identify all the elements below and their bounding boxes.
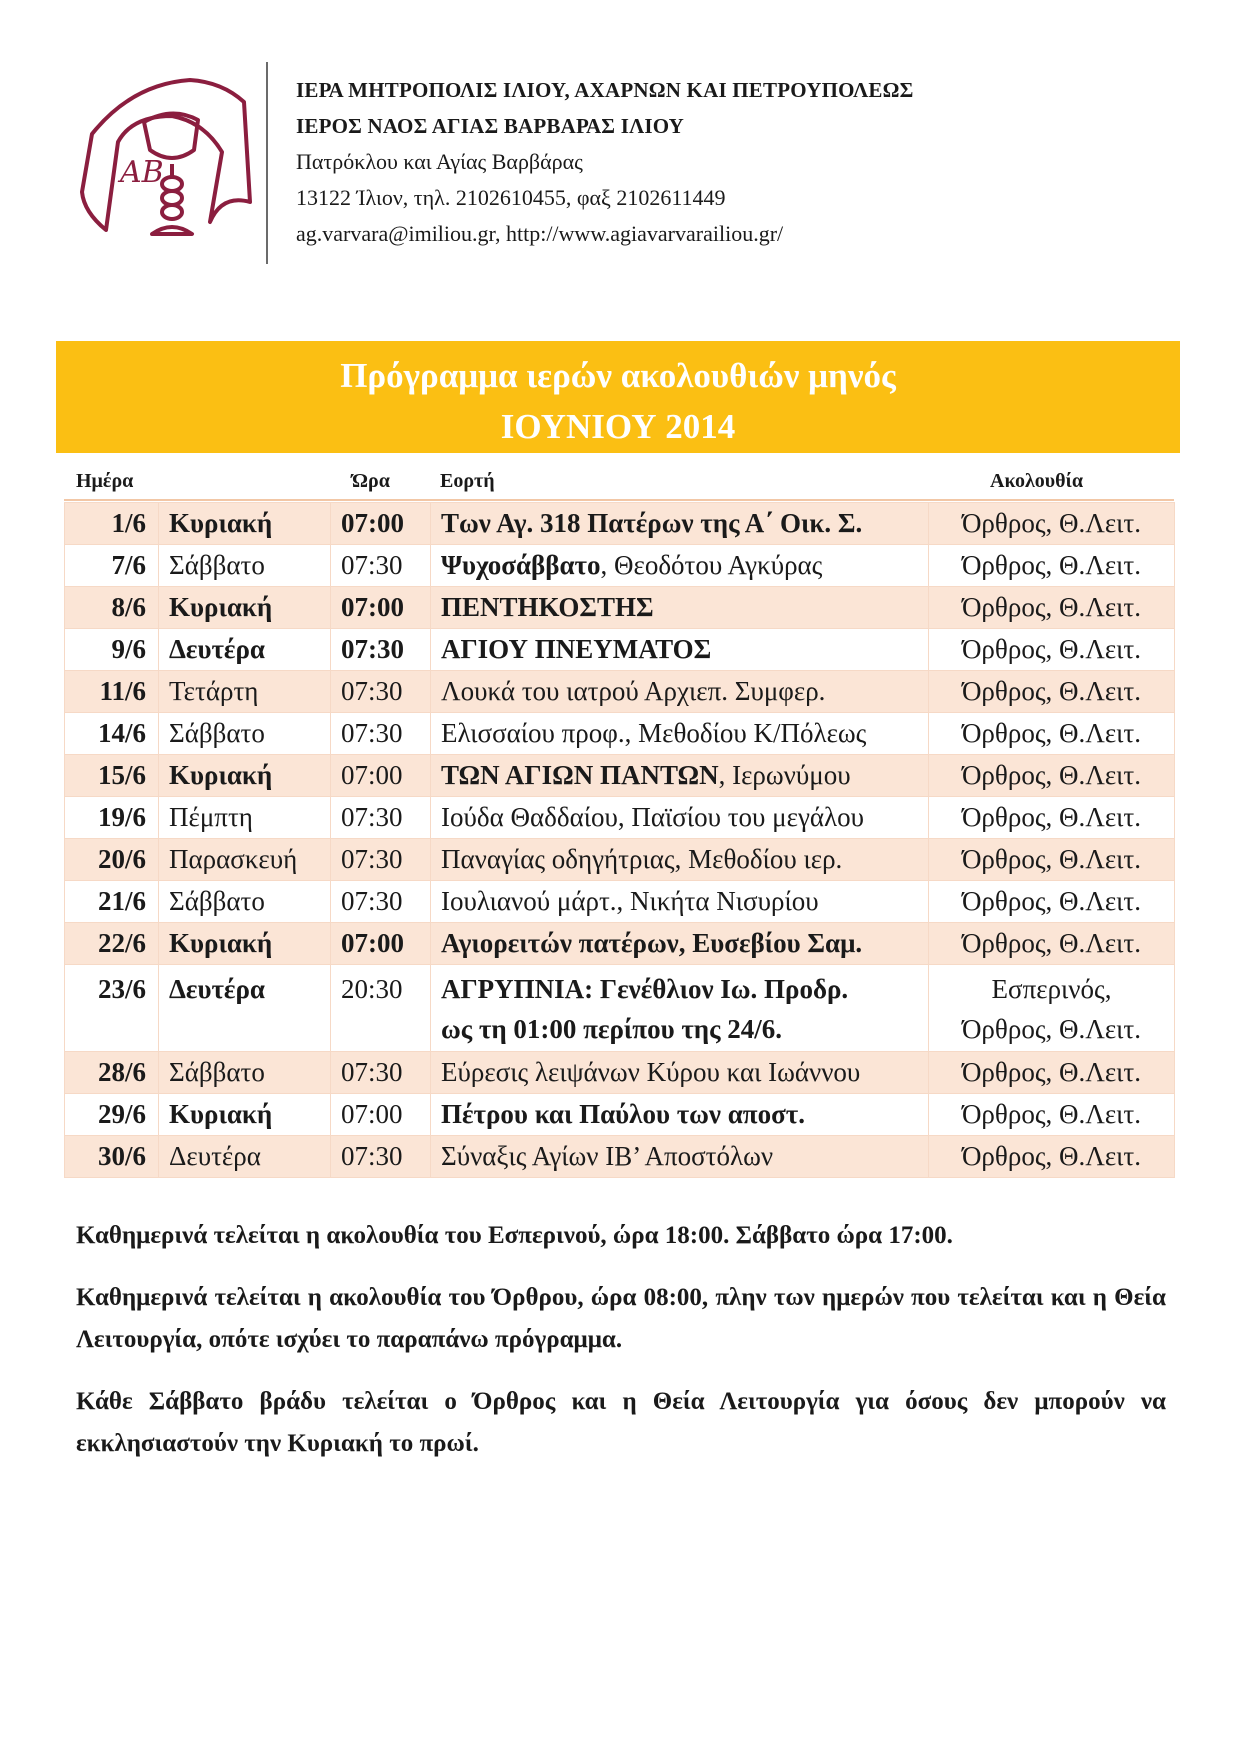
banner-month: ΙΟΥΝΙΟΥ 2014: [500, 407, 736, 446]
service-text: Όρθρος, Θ.Λειτ.: [961, 1141, 1142, 1171]
row-date: 7/6: [65, 545, 159, 587]
logo-letters: ΑΒ: [120, 155, 164, 190]
row-service: [929, 503, 1175, 545]
schedule-banner: [56, 341, 1180, 453]
feast-bold: Των Αγ. 318 Πατέρων της Α΄ Οικ. Σ.: [441, 508, 863, 538]
table-row: [65, 1094, 1175, 1136]
row-weekday: Σάββατο: [159, 1052, 331, 1094]
table-row: [65, 671, 1175, 713]
table-header: [64, 466, 1174, 498]
row-weekday: Δευτέρα: [159, 965, 331, 1052]
row-time: 07:30: [331, 1052, 431, 1094]
row-service: [929, 881, 1175, 923]
row-time: 07:30: [331, 671, 431, 713]
note-saturday: Κάθε Σάββατο βράδυ τελείται ο Όρθρος και η Θεία Λειτουργία για όσους δεν μπορούν να εκκλησιαστούν την Κυριακή το πρωί.: [76, 1388, 1166, 1457]
row-time: 20:30: [331, 965, 431, 1052]
row-feast: [431, 797, 929, 839]
church-header: [296, 72, 914, 252]
row-date: 23/6: [65, 965, 159, 1052]
feast-rest: Ιουλιανού μάρτ., Νικήτα Νισυρίου: [441, 886, 819, 916]
table-row: [65, 587, 1175, 629]
row-service: [929, 1052, 1175, 1094]
col-feast: Εορτή: [440, 470, 495, 492]
row-service: [929, 713, 1175, 755]
table-row: [65, 965, 1175, 1052]
row-date: 21/6: [65, 881, 159, 923]
row-service: [929, 1094, 1175, 1136]
row-feast: [431, 713, 929, 755]
row-time: 07:30: [331, 1136, 431, 1178]
banner-title: Πρόγραμμα ιερών ακολουθιών μηνός: [340, 356, 896, 395]
notes: [76, 1215, 1166, 1485]
feast-rest: Σύναξις Αγίων ΙΒ’ Αποστόλων: [441, 1141, 774, 1171]
row-service: [929, 755, 1175, 797]
row-feast: [431, 587, 929, 629]
feast-bold: ΤΩΝ ΑΓΙΩΝ ΠΑΝΤΩΝ: [441, 760, 719, 790]
row-weekday: Σάββατο: [159, 881, 331, 923]
row-weekday: Σάββατο: [159, 545, 331, 587]
table-row: [65, 713, 1175, 755]
service-text: Όρθρος, Θ.Λειτ.: [961, 676, 1142, 706]
header-address: Πατρόκλου και Αγίας Βαρβάρας: [296, 149, 583, 174]
table-row: [65, 503, 1175, 545]
service-line2: Όρθρος, Θ.Λειτ.: [961, 1014, 1142, 1044]
row-time: 07:00: [331, 587, 431, 629]
row-date: 14/6: [65, 713, 159, 755]
row-weekday: Κυριακή: [159, 923, 331, 965]
row-service: [929, 965, 1175, 1052]
feast-rest: Ιούδα Θαδδαίου, Παϊσίου του μεγάλου: [441, 802, 865, 832]
header-underline: [64, 499, 1174, 501]
row-date: 8/6: [65, 587, 159, 629]
header-metropolis: ΙΕΡΑ ΜΗΤΡΟΠΟΛΙΣ ΙΛΙΟΥ, ΑΧΑΡΝΩΝ ΚΑΙ ΠΕΤΡΟΥΠΟΛΕΩΣ: [296, 78, 914, 102]
header-phone: 13122 Ίλιον, τηλ. 2102610455, φαξ 2102611449: [296, 185, 726, 210]
service-text: Εσπερινός,: [991, 974, 1112, 1004]
col-service: Ακολουθία: [990, 470, 1083, 492]
row-date: 19/6: [65, 797, 159, 839]
row-weekday: Πέμπτη: [159, 797, 331, 839]
feast-bold: ΑΓΡΥΠΝΙΑ: Γενέθλιον Ιω. Προδρ.: [441, 974, 849, 1004]
row-weekday: Κυριακή: [159, 587, 331, 629]
table-row: [65, 1052, 1175, 1094]
header-divider: [266, 62, 268, 264]
row-time: 07:30: [331, 713, 431, 755]
row-weekday: Κυριακή: [159, 503, 331, 545]
service-text: Όρθρος, Θ.Λειτ.: [961, 550, 1142, 580]
feast-bold: Αγιορειτών πατέρων, Ευσεβίου Σαμ.: [441, 928, 863, 958]
col-day: Ημέρα: [76, 470, 134, 492]
row-weekday: Σάββατο: [159, 713, 331, 755]
service-text: Όρθρος, Θ.Λειτ.: [961, 718, 1142, 748]
table-row: [65, 923, 1175, 965]
table-row: [65, 545, 1175, 587]
service-text: Όρθρος, Θ.Λειτ.: [961, 844, 1142, 874]
row-service: [929, 797, 1175, 839]
row-service: [929, 671, 1175, 713]
note-vespers: Καθημερινά τελείται η ακολουθία του Εσπερινού, ώρα 18:00. Σάββατο ώρα 17:00.: [76, 1222, 953, 1249]
service-text: Όρθρος, Θ.Λειτ.: [961, 508, 1142, 538]
service-text: Όρθρος, Θ.Λειτ.: [961, 802, 1142, 832]
row-feast: [431, 965, 929, 1052]
header-church: ΙΕΡΟΣ ΝΑΟΣ ΑΓΙΑΣ ΒΑΡΒΑΡΑΣ ΙΛΙΟΥ: [296, 114, 685, 138]
row-date: 29/6: [65, 1094, 159, 1136]
row-weekday: Δευτέρα: [159, 1136, 331, 1178]
row-feast: [431, 503, 929, 545]
service-text: Όρθρος, Θ.Λειτ.: [961, 592, 1142, 622]
row-date: 1/6: [65, 503, 159, 545]
row-time: 07:30: [331, 545, 431, 587]
row-time: 07:00: [331, 1094, 431, 1136]
feast-line2: ως τη 01:00 περίπου της 24/6.: [441, 1014, 783, 1044]
row-feast: [431, 1052, 929, 1094]
row-date: 11/6: [65, 671, 159, 713]
row-time: 07:30: [331, 839, 431, 881]
row-date: 30/6: [65, 1136, 159, 1178]
row-service: [929, 629, 1175, 671]
row-time: 07:00: [331, 503, 431, 545]
row-service: [929, 545, 1175, 587]
feast-rest: Εύρεσις λειψάνων Κύρου και Ιωάννου: [441, 1057, 861, 1087]
feast-rest: , Θεοδότου Αγκύρας: [600, 550, 823, 580]
table-row: [65, 881, 1175, 923]
feast-rest: , Ιερωνύμου: [718, 760, 851, 790]
row-feast: [431, 629, 929, 671]
row-service: [929, 587, 1175, 629]
col-time: Ώρα: [352, 470, 390, 492]
row-weekday: Δευτέρα: [159, 629, 331, 671]
row-feast: [431, 671, 929, 713]
note-orthros: Καθημερινά τελείται η ακολουθία του Όρθρου, ώρα 08:00, πλην των ημερών που τελείται και η Θεία Λειτουργία, οπότε ισχύει το παραπάνω πρόγραμμα.: [76, 1284, 1166, 1353]
row-weekday: Παρασκευή: [159, 839, 331, 881]
service-text: Όρθρος, Θ.Λειτ.: [961, 886, 1142, 916]
row-feast: [431, 1094, 929, 1136]
row-time: 07:30: [331, 881, 431, 923]
table-row: [65, 839, 1175, 881]
service-text: Όρθρος, Θ.Λειτ.: [961, 760, 1142, 790]
row-service: [929, 923, 1175, 965]
row-date: 22/6: [65, 923, 159, 965]
row-weekday: Κυριακή: [159, 1094, 331, 1136]
service-text: Όρθρος, Θ.Λειτ.: [961, 634, 1142, 664]
row-feast: [431, 881, 929, 923]
feast-bold: Πέτρου και Παύλου των αποστ.: [441, 1099, 805, 1129]
row-service: [929, 1136, 1175, 1178]
service-text: Όρθρος, Θ.Λειτ.: [961, 1057, 1142, 1087]
church-logo: [72, 72, 262, 242]
feast-rest: Παναγίας οδηγήτριας, Μεθοδίου ιερ.: [441, 844, 843, 874]
row-service: [929, 839, 1175, 881]
table-row: [65, 1136, 1175, 1178]
service-text: Όρθρος, Θ.Λειτ.: [961, 1099, 1142, 1129]
row-time: 07:30: [331, 797, 431, 839]
row-feast: [431, 839, 929, 881]
feast-bold: Ψυχοσάββατο: [441, 550, 601, 580]
service-text: Όρθρος, Θ.Λειτ.: [961, 928, 1142, 958]
row-feast: [431, 923, 929, 965]
table-row: [65, 755, 1175, 797]
row-date: 9/6: [65, 629, 159, 671]
feast-rest: Λουκά του ιατρού Αρχιεπ. Συμφερ.: [441, 676, 826, 706]
row-time: 07:30: [331, 629, 431, 671]
row-weekday: Κυριακή: [159, 755, 331, 797]
row-time: 07:00: [331, 923, 431, 965]
row-feast: [431, 755, 929, 797]
feast-bold: ΑΓΙΟΥ ΠΝΕΥΜΑΤΟΣ: [441, 634, 712, 664]
row-date: 28/6: [65, 1052, 159, 1094]
schedule-table: [64, 502, 1175, 1178]
row-date: 20/6: [65, 839, 159, 881]
table-row: [65, 629, 1175, 671]
chalice-icon: [72, 72, 262, 242]
row-feast: [431, 1136, 929, 1178]
row-weekday: Τετάρτη: [159, 671, 331, 713]
row-feast: [431, 545, 929, 587]
row-time: 07:00: [331, 755, 431, 797]
table-row: [65, 797, 1175, 839]
feast-bold: ΠΕΝΤΗΚΟΣΤΗΣ: [441, 592, 654, 622]
row-date: 15/6: [65, 755, 159, 797]
feast-rest: Ελισσαίου προφ., Μεθοδίου Κ/Πόλεως: [441, 718, 867, 748]
header-web: ag.varvara@imiliou.gr, http://www.agiavarvarailiou.gr/: [296, 221, 784, 246]
